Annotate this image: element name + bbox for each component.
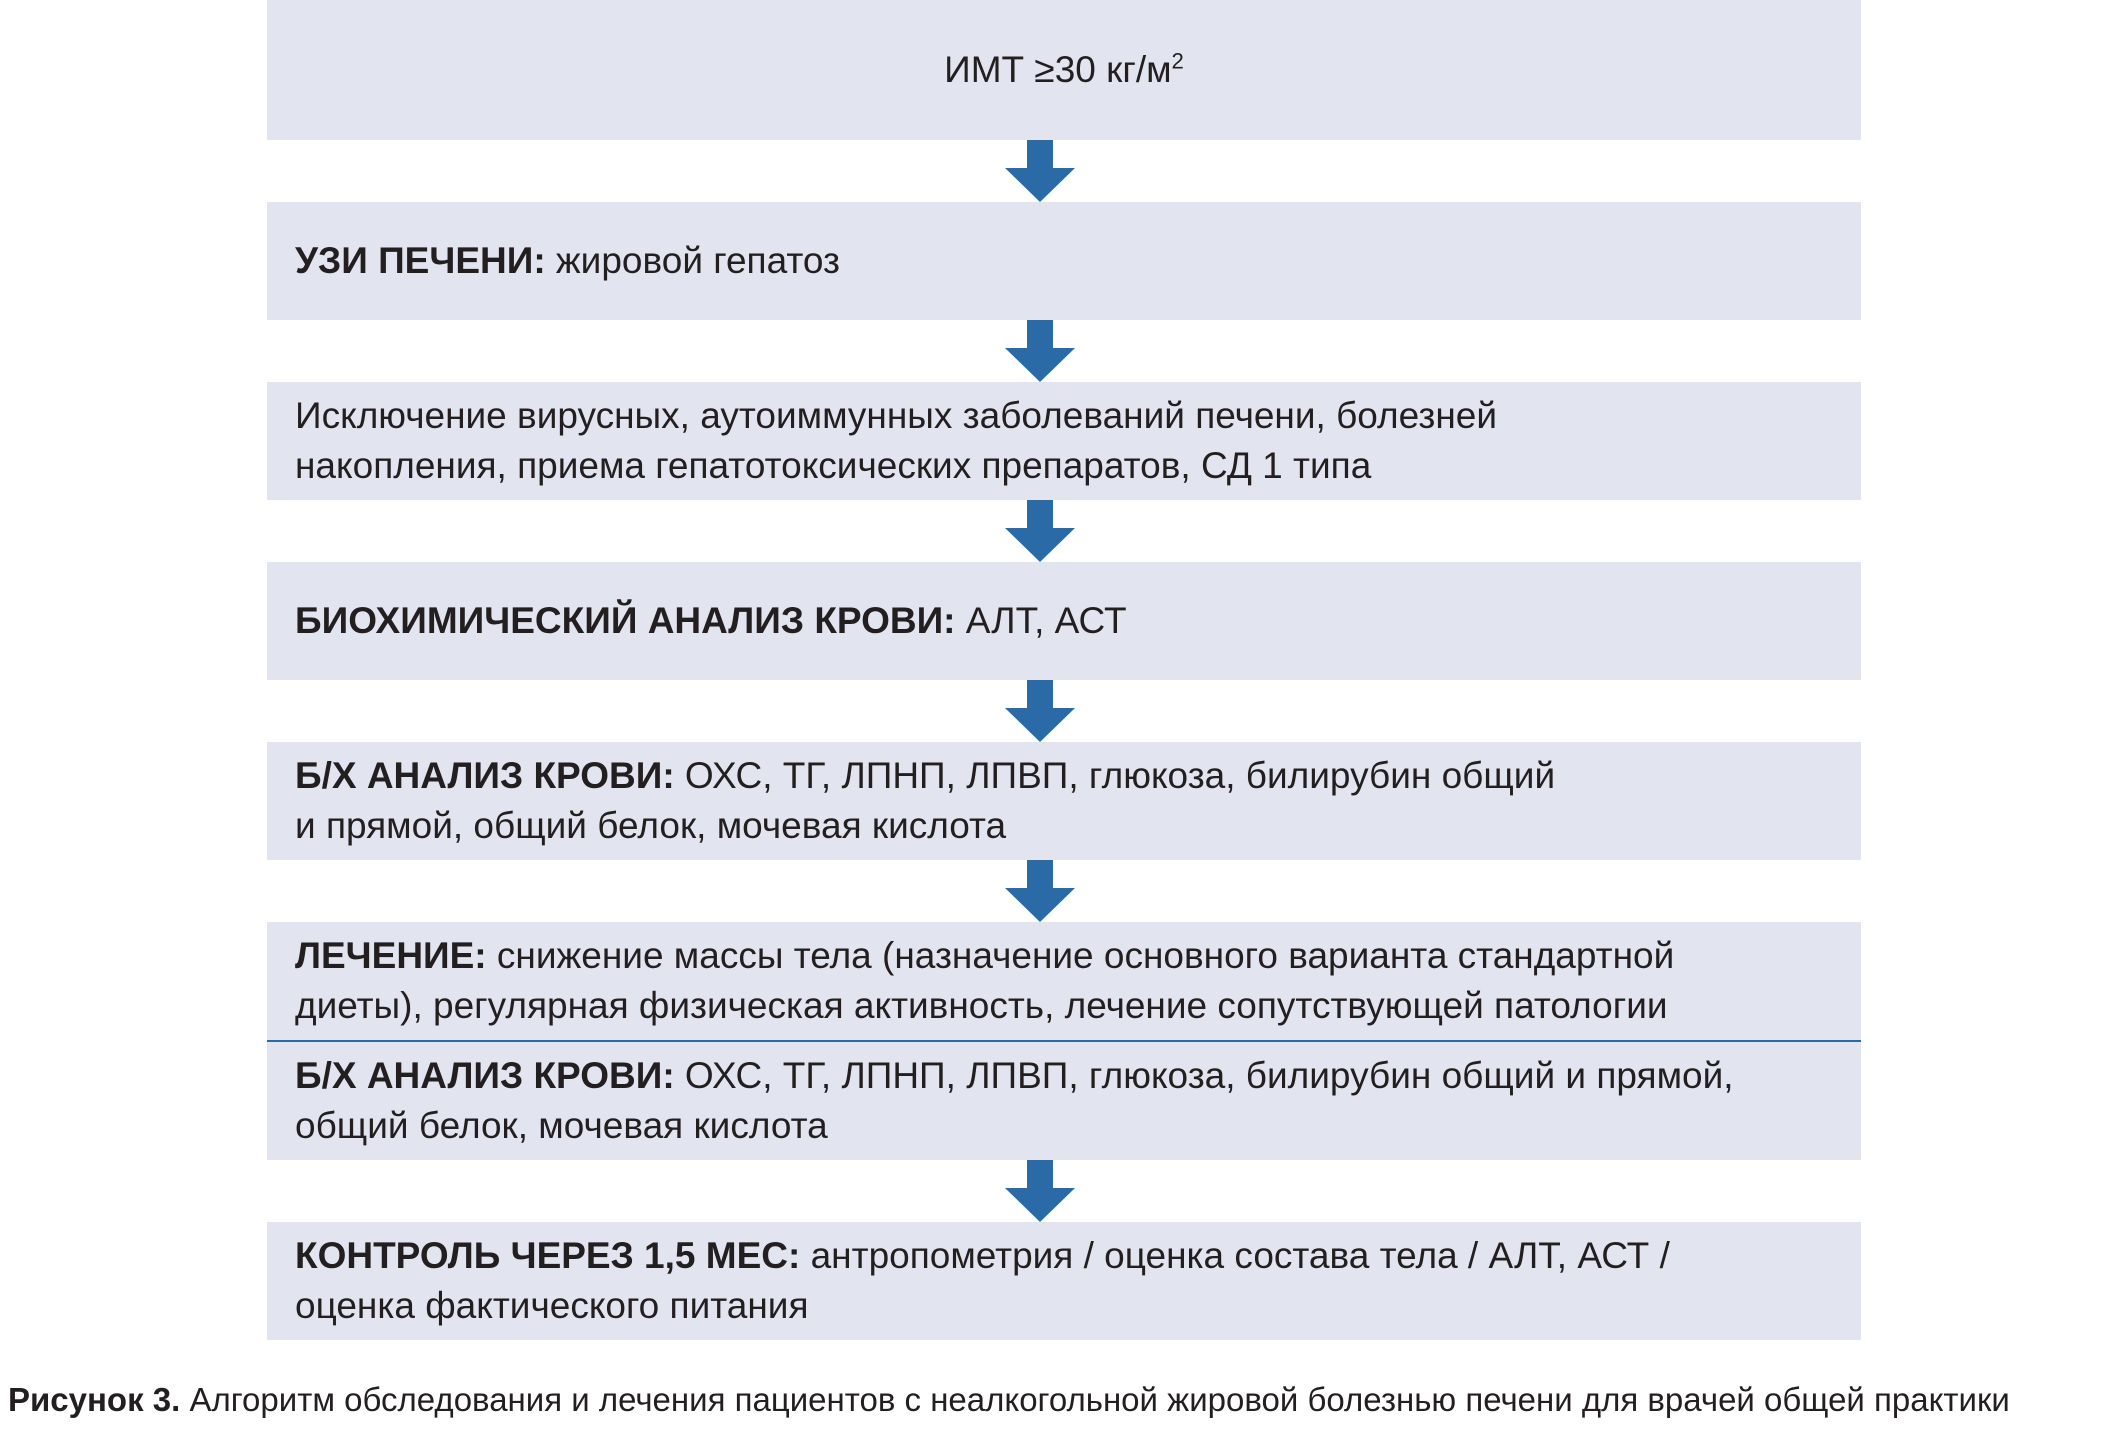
down-arrow-icon xyxy=(1005,680,1075,742)
flow-step-treatment-analysis: Б/Х АНАЛИЗ КРОВИ: ОХС, ТГ, ЛПНП, ЛПВП, глюкоза, билирубин общий и прямой, общий белок, мочевая кислота xyxy=(267,1042,1861,1160)
down-arrow-icon xyxy=(1005,140,1075,202)
flow-step-blood-analysis: Б/Х АНАЛИЗ КРОВИ: ОХС, ТГ, ЛПНП, ЛПВП, глюкоза, билирубин общий и прямой, общий белок, мочевая кислота xyxy=(267,742,1861,860)
down-arrow-icon xyxy=(1005,500,1075,562)
flow-step-control: КОНТРОЛЬ ЧЕРЕЗ 1,5 МЕС: антропометрия / оценка состава тела / АЛТ, АСТ / оценка фактического питания xyxy=(267,1222,1861,1340)
flow-step-bmi-text: ИМТ ≥30 $кг/м^2$ xyxy=(944,48,1184,90)
flow-step-treatment: ЛЕЧЕНИЕ: снижение массы тела (назначение основного варианта стандартной диеты), регулярная физическая активность, лечение сопутствующей патологии xyxy=(267,922,1861,1040)
flow-step-bmi xyxy=(267,0,1861,140)
flow-step-biochemistry: БИОХИМИЧЕСКИЙ АНАЛИЗ КРОВИ: АЛТ, АСТ xyxy=(267,562,1861,680)
figure-caption xyxy=(8,1378,2123,1422)
figure-caption-label: Рисунок 3. xyxy=(8,1381,181,1418)
down-arrow-icon xyxy=(1005,1160,1075,1222)
down-arrow-icon xyxy=(1005,320,1075,382)
figure-caption-text: Алгоритм обследования и лечения пациентов с неалкогольной жировой болезнью печени для врачей общей практики xyxy=(180,1381,2010,1418)
flow-step-exclusion: Исключение вирусных, аутоиммунных заболеваний печени, болезней накопления, приема гепатотоксических препаратов, СД 1 типа xyxy=(267,382,1861,500)
down-arrow-icon xyxy=(1005,860,1075,922)
flow-step-liver-ultrasound: УЗИ ПЕЧЕНИ: жировой гепатоз xyxy=(267,202,1861,320)
